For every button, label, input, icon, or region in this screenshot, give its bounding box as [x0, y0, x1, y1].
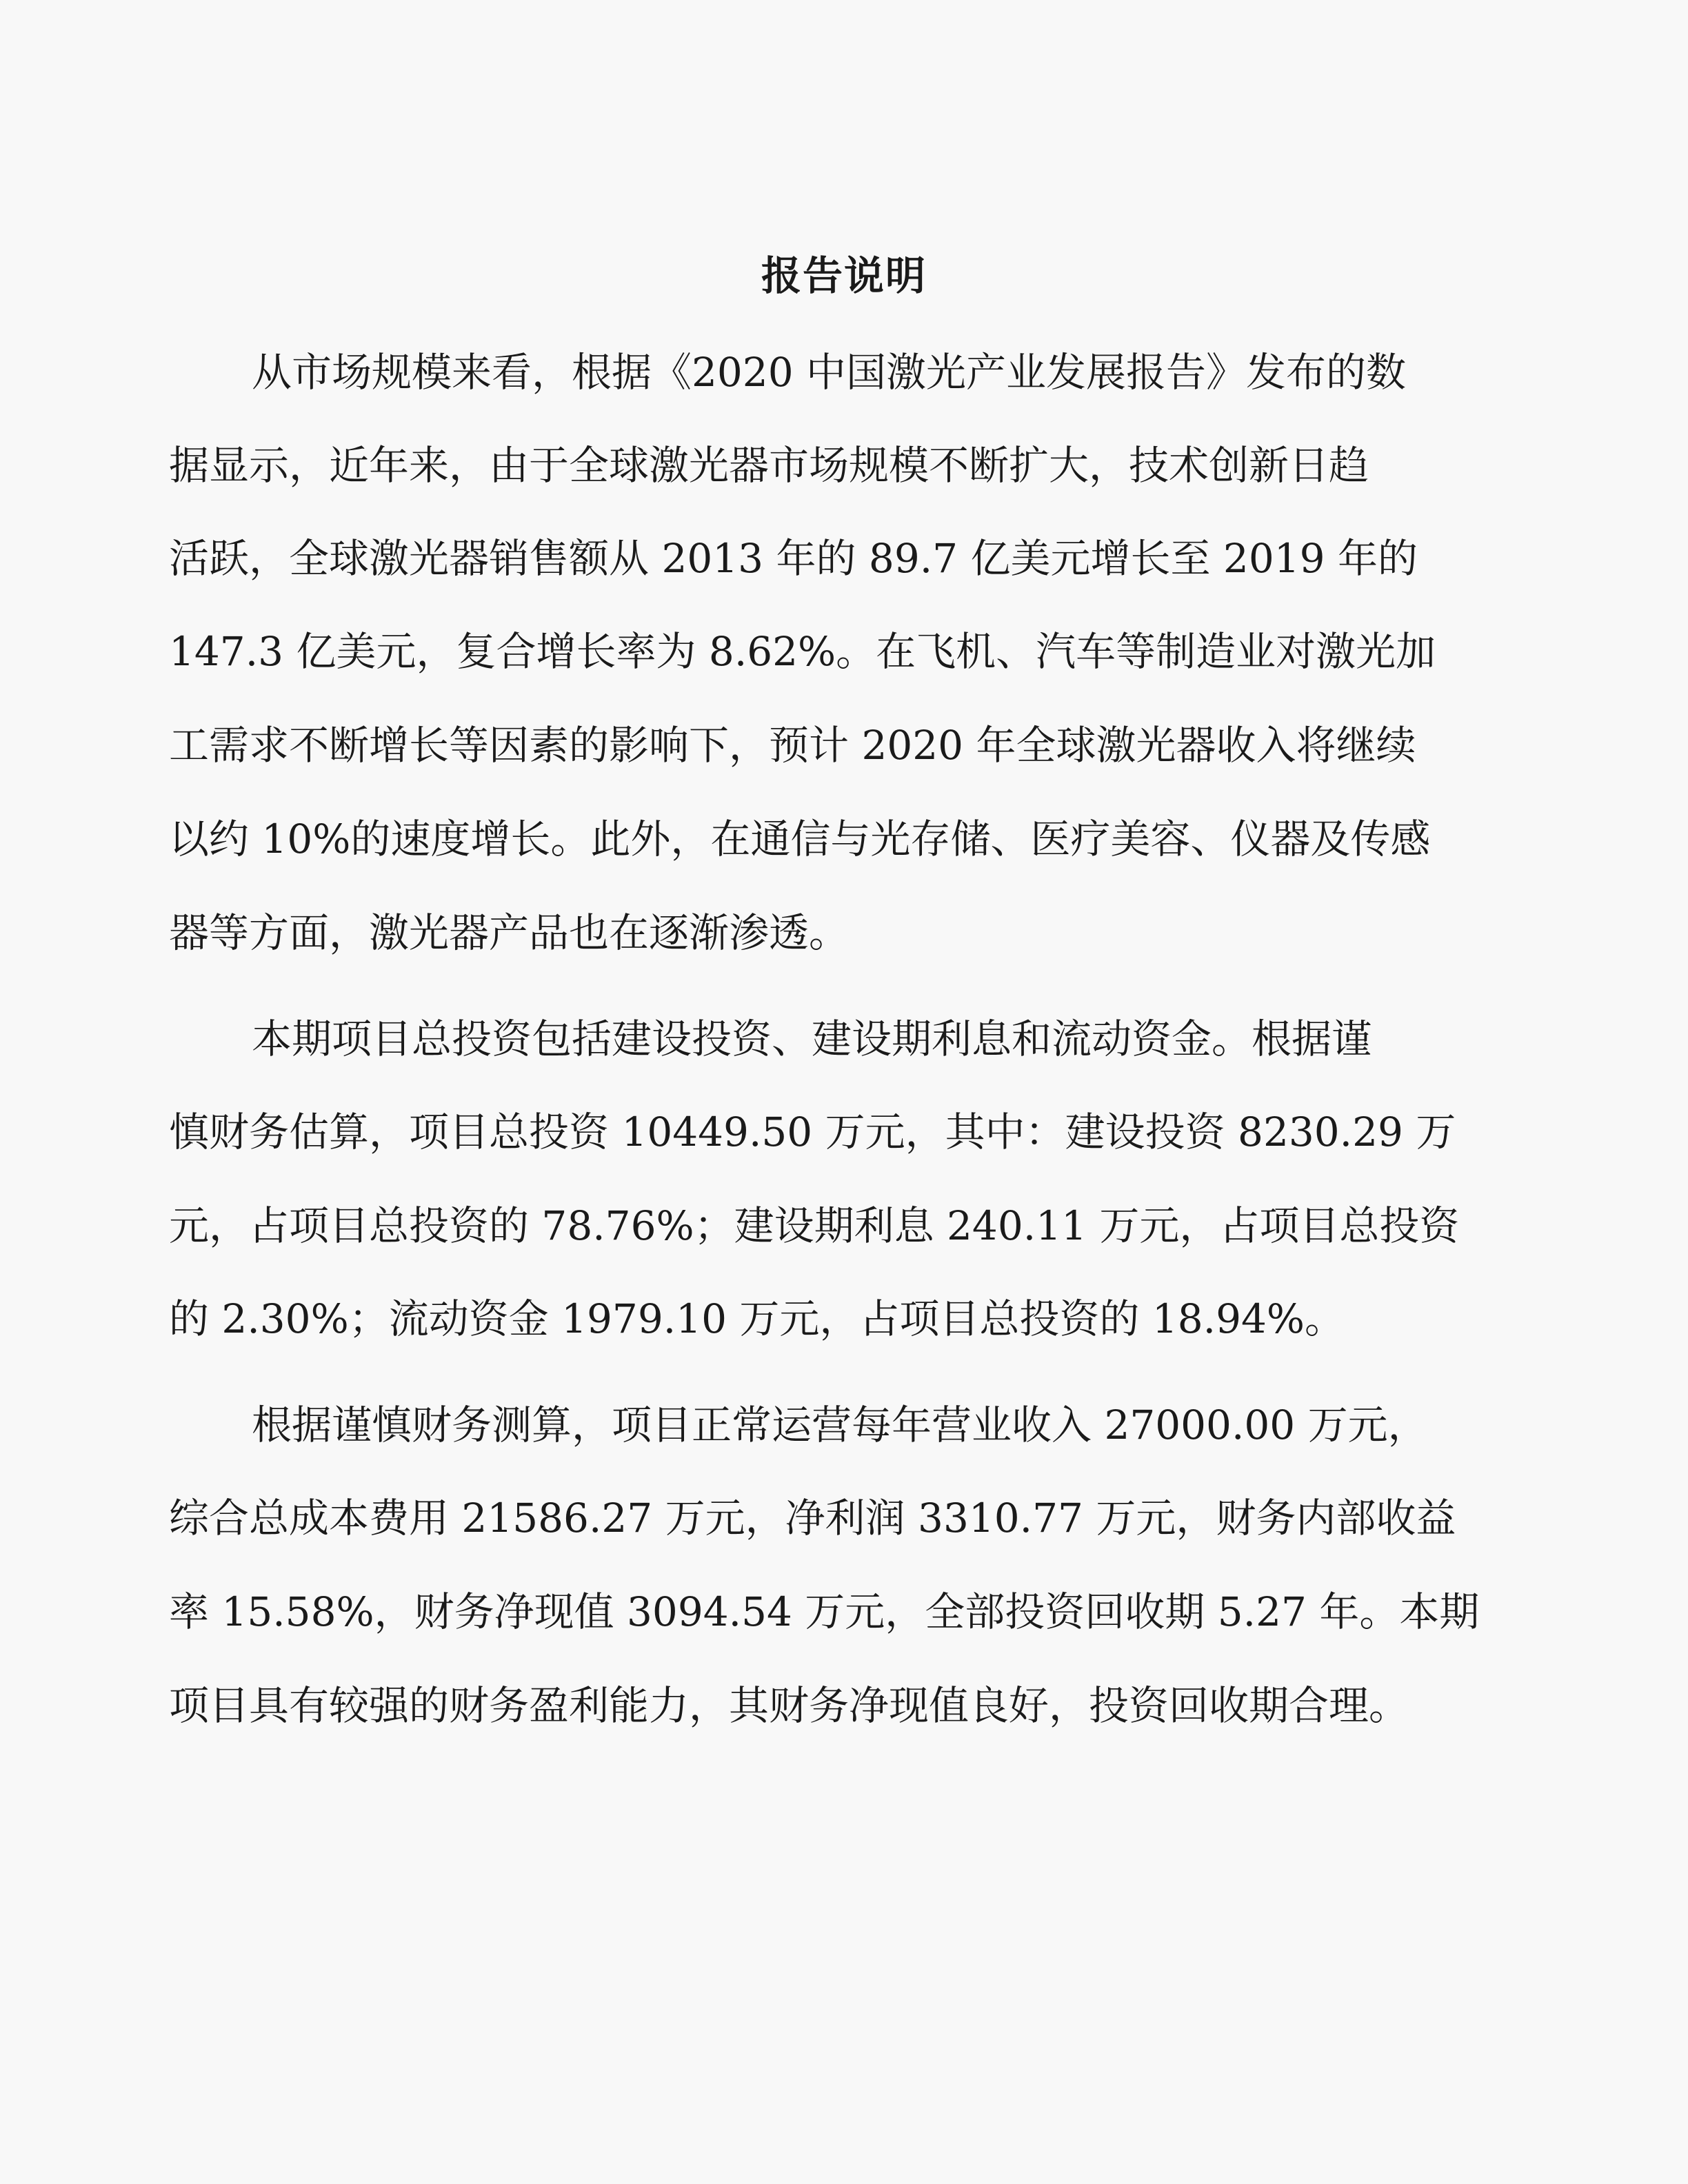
paragraph-line: 147.3 亿美元，复合增长率为 8.62%。在飞机、汽车等制造业对激光加 — [169, 628, 1436, 675]
paragraph-line: 元，占项目总投资的 78.76%；建设期利息 240.11 万元，占项目总投资 — [169, 1202, 1460, 1249]
paragraph-line: 以约 10%的速度增长。此外，在通信与光存储、医疗美容、仪器及传感 — [169, 816, 1431, 862]
paragraph-line: 项目具有较强的财务盈利能力，其财务净现值良好，投资回收期合理。 — [169, 1682, 1409, 1729]
paragraph-line: 慎财务估算，项目总投资 10449.50 万元，其中：建设投资 8230.29 万 — [169, 1109, 1456, 1155]
paragraph-line: 器等方面，激光器产品也在逐渐渗透。 — [169, 909, 850, 956]
paragraph-line: 根据谨慎财务测算，项目正常运营每年营业收入 27000.00 万元， — [252, 1402, 1428, 1448]
paragraph-line: 据显示，近年来，由于全球激光器市场规模不断扩大，技术创新日趋 — [169, 442, 1369, 489]
paragraph-line: 从市场规模来看，根据《2020 中国激光产业发展报告》发布的数 — [252, 349, 1407, 396]
paragraph-line: 活跃，全球激光器销售额从 2013 年的 89.7 亿美元增长至 2019 年的 — [169, 535, 1418, 582]
paragraph-line: 本期项目总投资包括建设投资、建设期利息和流动资金。根据谨 — [252, 1015, 1372, 1062]
paragraph-line: 的 2.30%；流动资金 1979.10 万元，占项目总投资的 18.94%。 — [169, 1295, 1345, 1342]
paragraph-line: 综合总成本费用 21586.27 万元，净利润 3310.77 万元，财务内部收益 — [169, 1495, 1456, 1541]
paragraph-line: 率 15.58%，财务净现值 3094.54 万元，全部投资回收期 5.27 年。本期 — [169, 1588, 1480, 1635]
paragraph-line: 工需求不断增长等因素的影响下，预计 2020 年全球激光器收入将继续 — [169, 722, 1416, 769]
report-title: 报告说明 — [761, 252, 927, 299]
